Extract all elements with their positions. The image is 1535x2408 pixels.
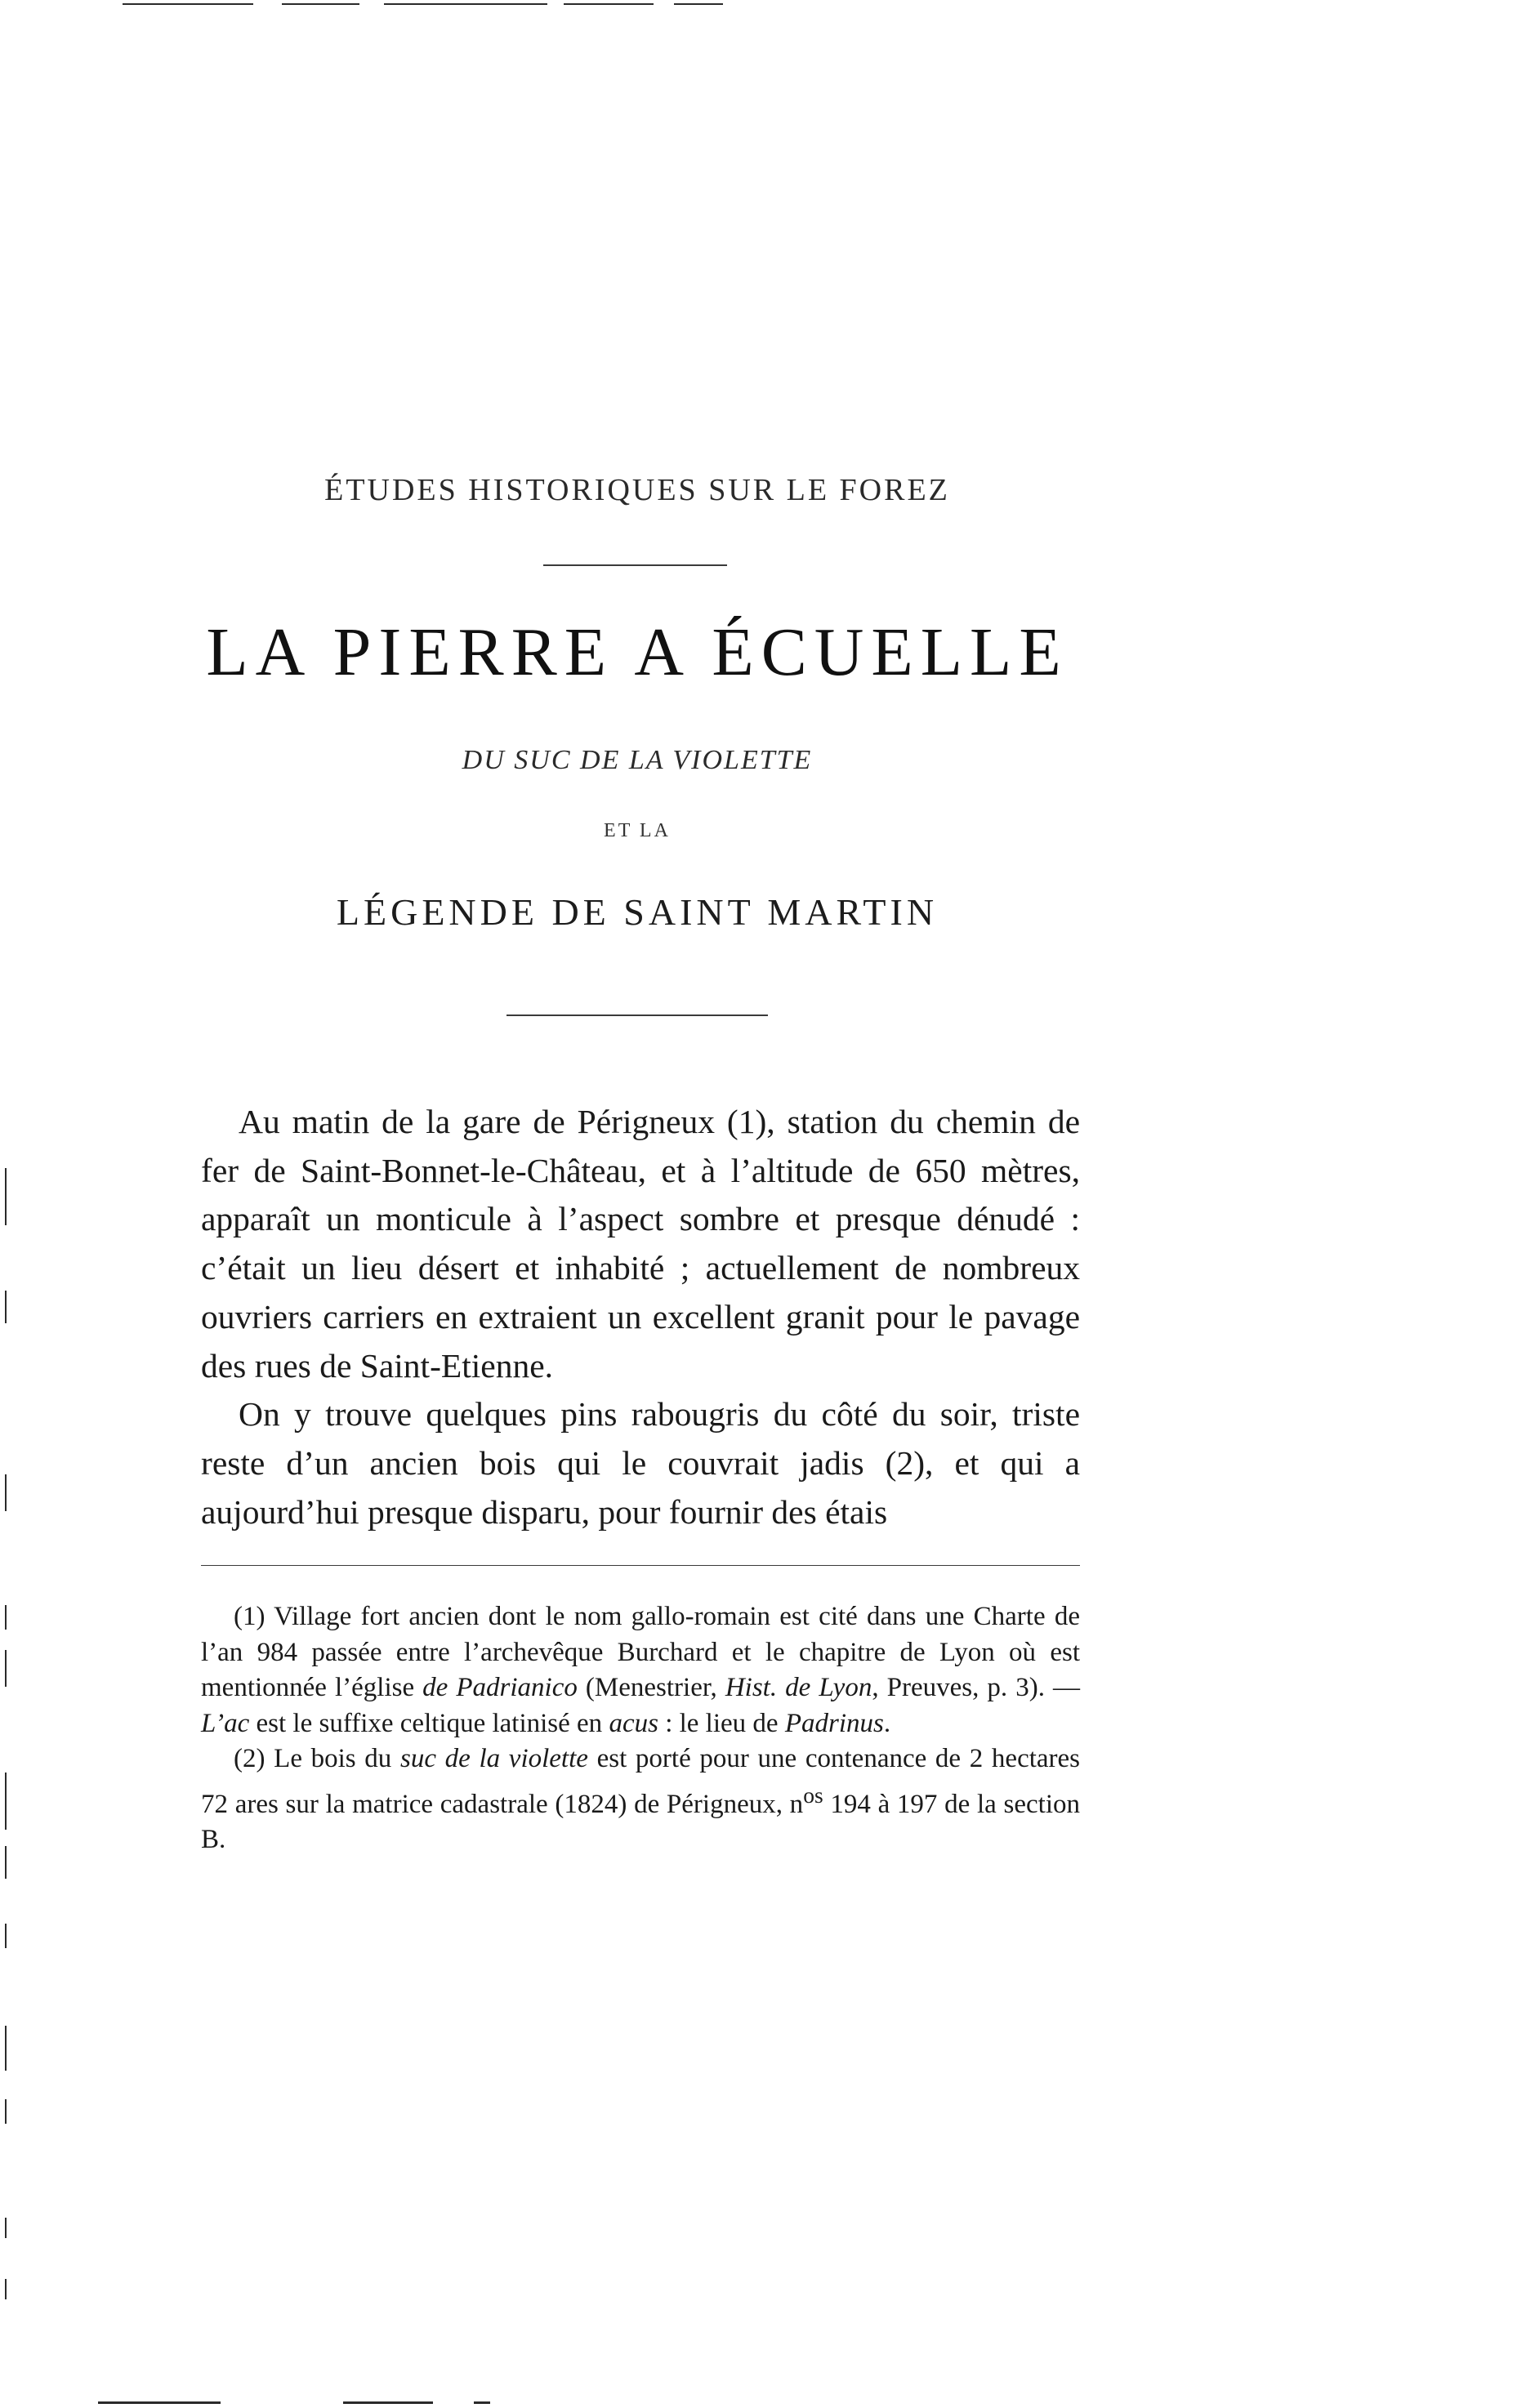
scan-artifact-margin [5, 1650, 7, 1687]
series-title: ÉTUDES HISTORIQUES SUR LE FOREZ [324, 473, 950, 507]
footnote-italic: suc de la violette [399, 1744, 588, 1773]
footnote-text: (Menestrier, [585, 1673, 717, 1702]
scan-artifact-margin [5, 2026, 7, 2071]
footnote-text: . [883, 1708, 891, 1738]
scan-artifact-top [564, 3, 654, 5]
paragraph: On y trouve quelques pins rabougris du côté du soir, triste reste d’un ancien bois qui le couvrait jadis (2), et qui a aujourd’hui presque disparu, pour fournir des étais [201, 1395, 1080, 1531]
scan-artifact-margin [5, 1605, 7, 1630]
footnote-superscript: os [803, 1781, 823, 1808]
scan-artifact-margin [5, 2218, 7, 2238]
footnote-marker: (1) [234, 1602, 266, 1631]
footnote-italic: de Padrianico [422, 1673, 578, 1702]
conjunction: ET LA [604, 820, 671, 841]
body-text [201, 1098, 1080, 1536]
footnote-text: Village fort ancien dont le nom gallo-romain est cité dans une Charte de l’an 984 passée entre l’archevêque Burchard et le chapitre de Lyon où est mentionnée l’église [201, 1602, 1080, 1702]
page-title: LA PIERRE A ÉCUELLE [206, 614, 1069, 690]
footnote-text: Le bois du [274, 1744, 392, 1773]
scan-artifact-top [674, 3, 723, 5]
footnote-text: est le suffixe celtique latinisé en [256, 1708, 603, 1738]
scan-artifact-bottom [343, 2401, 433, 2404]
footnotes [201, 1599, 1080, 1858]
scan-artifact-margin [5, 2099, 7, 2124]
footnote-italic: Padrinus [784, 1708, 884, 1738]
footnote-text: est porté pour une contenance de 2 hectares 72 ares sur la matrice cadastrale (1824) de Périgneux, n [201, 1744, 1081, 1819]
footnote-text: , Preuves, p. 3). — [872, 1673, 1080, 1702]
footnote-2 [201, 1741, 1080, 1858]
scan-artifact-margin [5, 1924, 7, 1948]
title-rule-top [543, 564, 727, 566]
scan-artifact-margin [5, 1846, 7, 1879]
footnote-1 [201, 1599, 1080, 1741]
footnote-italic: L’ac [201, 1708, 250, 1738]
subtitle-second: LÉGENDE DE SAINT MARTIN [336, 891, 939, 933]
scan-artifact-margin [5, 1168, 7, 1225]
title-rule-bottom [506, 1014, 768, 1016]
scan-artifact-top [384, 3, 547, 5]
scan-artifact-margin [5, 2279, 7, 2299]
footnote-text: : le lieu de [665, 1708, 779, 1738]
footnote-separator [201, 1565, 1080, 1566]
footnote-marker: (2) [234, 1744, 266, 1773]
scan-artifact-bottom [98, 2401, 221, 2404]
scan-artifact-top [282, 3, 359, 5]
footnote-italic: acus [609, 1708, 658, 1738]
scan-artifact-top [123, 3, 253, 5]
footnote-text: 194 à 197 de la section B. [201, 1789, 1080, 1854]
scan-artifact-margin [5, 1291, 7, 1323]
paragraph: Au matin de la gare de Périgneux (1), station du chemin de fer de Saint-Bonnet-le-Château, et à l’altitude de 650 mètres, apparaît un monticule à l’aspect sombre et presque dénudé : c’était un lieu désert et inhabité ; actuellement de nombreux ouvriers carriers en extraient un excellent granit pour le pavage des rues de Saint-Etienne. [201, 1103, 1080, 1385]
scan-artifact-bottom [474, 2401, 490, 2404]
subtitle: DU SUC DE LA VIOLETTE [462, 745, 813, 775]
footnote-italic: Hist. de Lyon [725, 1673, 872, 1702]
scan-artifact-margin [5, 1773, 7, 1830]
scan-artifact-margin [5, 1474, 7, 1511]
